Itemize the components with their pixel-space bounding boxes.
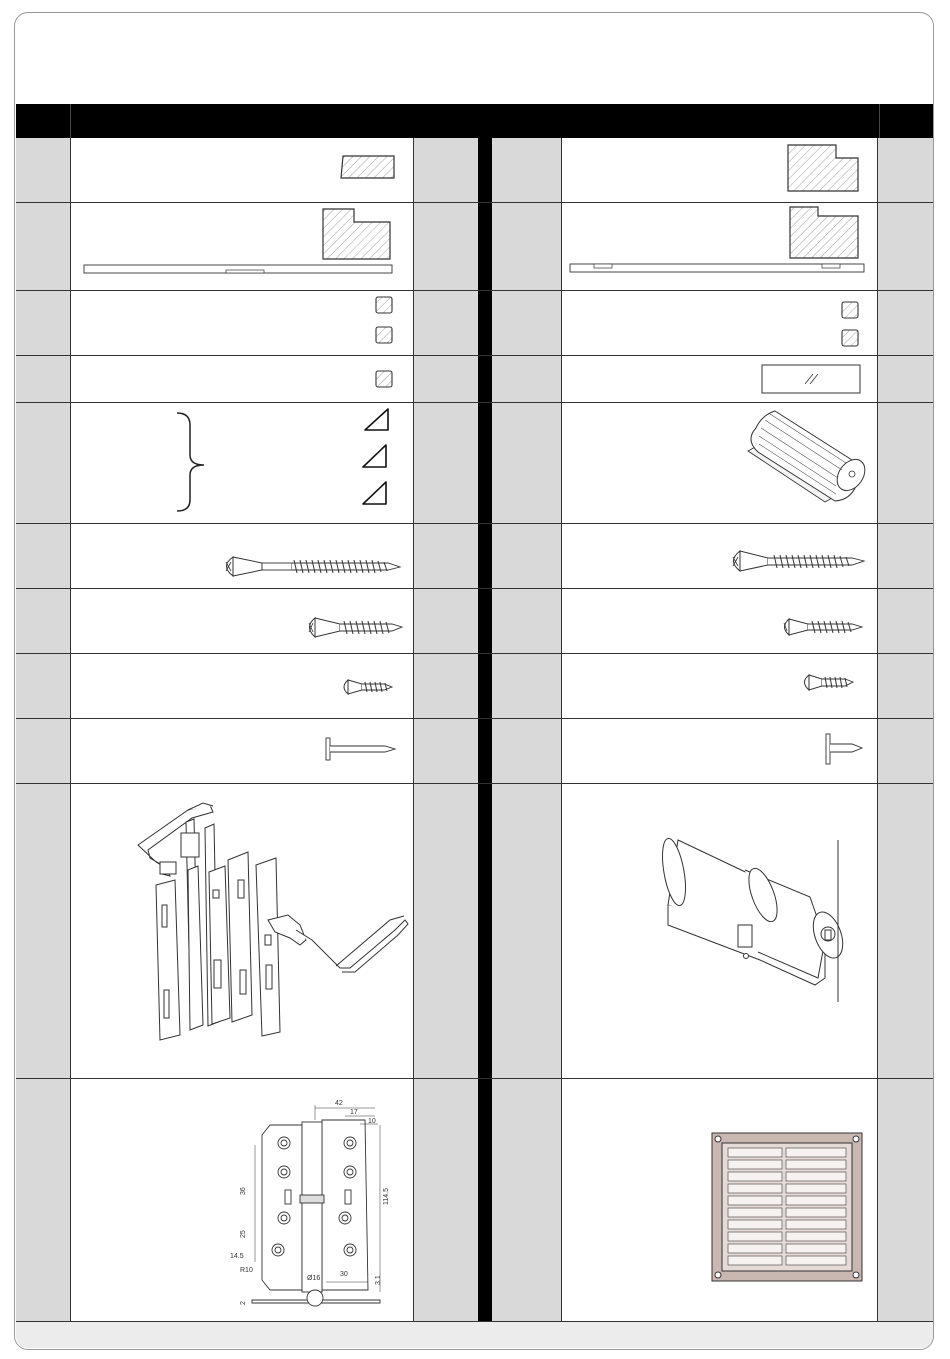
frame-profile-icon [341, 156, 394, 178]
dim-14-5: 14.5 [230, 1253, 244, 1260]
page-footer [16, 1322, 933, 1348]
square-strips-right-icon [842, 302, 858, 346]
dim-36: 36 [240, 1187, 247, 1195]
dim-114-5: 114.5 [383, 1188, 390, 1205]
ventilation-grille-icon [712, 1133, 862, 1281]
triangle-beads-icon [177, 409, 388, 511]
dim-10: 10 [368, 1118, 376, 1125]
short-screw-right-icon [805, 675, 854, 690]
nail-left-icon [326, 738, 395, 760]
dim-o16: Ø16 [307, 1275, 321, 1282]
lock-and-handle-set-icon [138, 803, 408, 1040]
long-screw-left-icon [226, 557, 400, 576]
flat-head-nail-right-icon [826, 734, 862, 764]
dim-30: 30 [340, 1271, 348, 1278]
medium-screw-right-icon [784, 619, 862, 635]
square-strip-icon [376, 371, 392, 387]
short-screw-left-icon [344, 680, 392, 694]
long-screw-right-icon [733, 551, 864, 571]
sealing-strip-roll-icon [748, 411, 871, 502]
dim-3-1: 3.1 [375, 1275, 382, 1285]
cylinder-lock-icon [658, 837, 848, 1002]
rebated-frame-profile-icon [788, 145, 858, 191]
dim-25: 25 [240, 1230, 247, 1238]
medium-screw-left-icon [309, 618, 402, 637]
dim-42: 42 [335, 1100, 343, 1107]
rebated-leaf-profile-icon [570, 207, 864, 272]
square-strips-left-icon [376, 297, 392, 343]
dim-r10: R10 [240, 1267, 253, 1274]
dim-2: 2 [240, 1301, 247, 1305]
dim-17: 17 [350, 1109, 358, 1116]
door-leaf-profile-icon [84, 209, 392, 273]
glass-pane-icon [762, 365, 860, 393]
